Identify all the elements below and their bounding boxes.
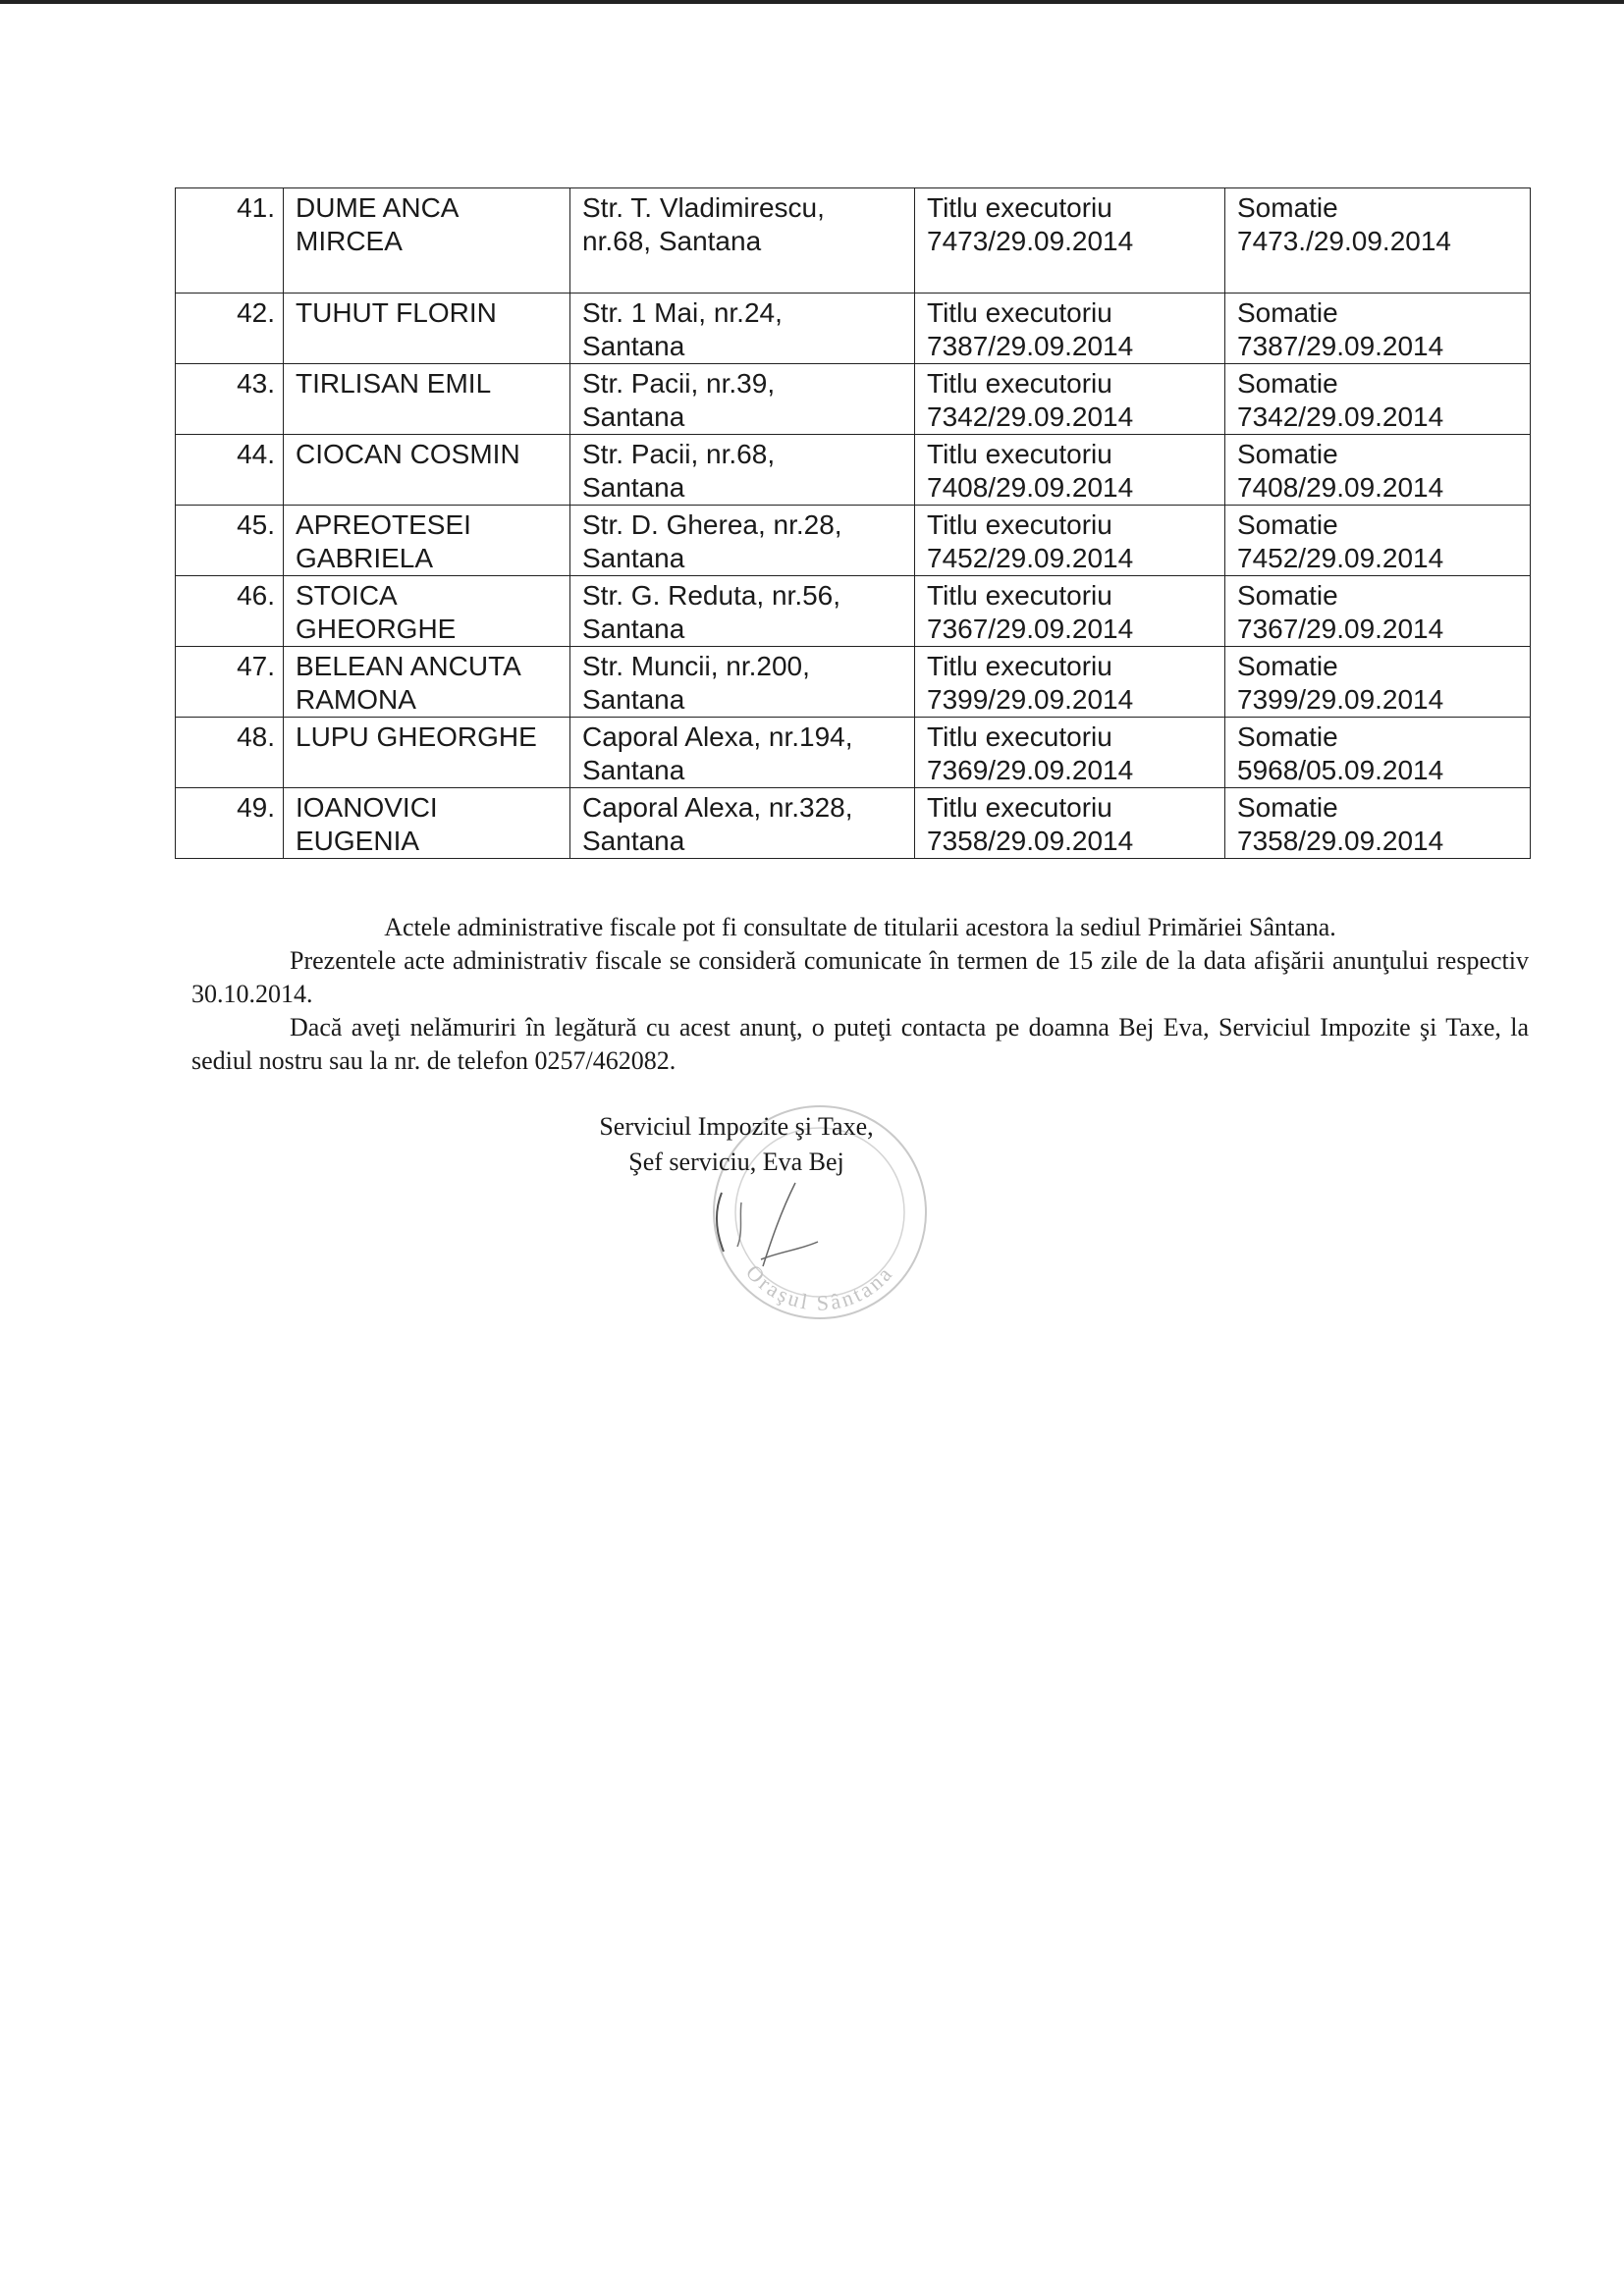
row-number: 44. — [176, 435, 284, 506]
debtor-name: APREOTESEI GABRIELA — [284, 506, 570, 576]
debtor-address: Str. Muncii, nr.200, Santana — [570, 647, 915, 718]
debtor-name: IOANOVICI EUGENIA — [284, 788, 570, 859]
row-number: 49. — [176, 788, 284, 859]
row-number: 41. — [176, 188, 284, 294]
debtors-table — [175, 187, 1531, 859]
enforcement-title: Titlu executoriu 7408/29.09.2014 — [915, 435, 1225, 506]
summons: Somatie 7358/29.09.2014 — [1225, 788, 1531, 859]
signature-block — [569, 1109, 903, 1180]
notice-paragraph-contact: Dacă aveţi nelămuriri în legătură cu acest anunţ, o puteţi contacta pe doamna Bej Eva, Serviciul Impozite şi Taxe, la sediul nostru sau la nr. de telefon 0257/462082. — [191, 1013, 1529, 1075]
debtor-address: Caporal Alexa, nr.194, Santana — [570, 718, 915, 788]
enforcement-title: Titlu executoriu 7452/29.09.2014 — [915, 506, 1225, 576]
debtor-name: TIRLISAN EMIL — [284, 364, 570, 435]
debtor-name: DUME ANCA MIRCEA — [284, 188, 570, 294]
row-number: 45. — [176, 506, 284, 576]
table-row — [176, 364, 1531, 435]
debtor-address: Str. Pacii, nr.39, Santana — [570, 364, 915, 435]
summons: Somatie 7408/29.09.2014 — [1225, 435, 1531, 506]
table-row — [176, 506, 1531, 576]
summons: Somatie 7452/29.09.2014 — [1225, 506, 1531, 576]
debtor-address: Str. G. Reduta, nr.56, Santana — [570, 576, 915, 647]
summons: Somatie 7473./29.09.2014 — [1225, 188, 1531, 294]
handwritten-signature-icon — [702, 1173, 849, 1291]
row-number: 43. — [176, 364, 284, 435]
svg-text:Oraşul Sântana: Oraşul Sântana — [741, 1259, 898, 1315]
debtor-name: LUPU GHEORGHE — [284, 718, 570, 788]
enforcement-title: Titlu executoriu 7369/29.09.2014 — [915, 718, 1225, 788]
debtor-address: Str. 1 Mai, nr.24, Santana — [570, 294, 915, 364]
notice-text — [191, 911, 1529, 1078]
row-number: 47. — [176, 647, 284, 718]
table-row — [176, 435, 1531, 506]
notice-paragraph-consult: Actele administrative fiscale pot fi consultate de titularii acestora la sediul Primăriei Sântana. — [384, 913, 1336, 941]
table-row — [176, 294, 1531, 364]
table-row — [176, 576, 1531, 647]
debtor-address: Caporal Alexa, nr.328, Santana — [570, 788, 915, 859]
row-number: 48. — [176, 718, 284, 788]
summons: Somatie 5968/05.09.2014 — [1225, 718, 1531, 788]
enforcement-title: Titlu executoriu 7387/29.09.2014 — [915, 294, 1225, 364]
enforcement-title: Titlu executoriu 7358/29.09.2014 — [915, 788, 1225, 859]
row-number: 42. — [176, 294, 284, 364]
summons: Somatie 7399/29.09.2014 — [1225, 647, 1531, 718]
enforcement-title: Titlu executoriu 7342/29.09.2014 — [915, 364, 1225, 435]
debtor-name: TUHUT FLORIN — [284, 294, 570, 364]
enforcement-title: Titlu executoriu 7473/29.09.2014 — [915, 188, 1225, 294]
debtor-name: STOICA GHEORGHE — [284, 576, 570, 647]
signature-department: Serviciul Impozite şi Taxe, — [599, 1112, 874, 1141]
row-number: 46. — [176, 576, 284, 647]
debtor-name: CIOCAN COSMIN — [284, 435, 570, 506]
enforcement-title: Titlu executoriu 7367/29.09.2014 — [915, 576, 1225, 647]
signature-head: Şef serviciu, Eva Bej — [628, 1148, 844, 1176]
table-row — [176, 718, 1531, 788]
debtor-address: Str. T. Vladimirescu, nr.68, Santana — [570, 188, 915, 294]
summons: Somatie 7387/29.09.2014 — [1225, 294, 1531, 364]
summons: Somatie 7367/29.09.2014 — [1225, 576, 1531, 647]
table-row — [176, 788, 1531, 859]
debtor-address: Str. D. Gherea, nr.28, Santana — [570, 506, 915, 576]
summons: Somatie 7342/29.09.2014 — [1225, 364, 1531, 435]
table-row — [176, 647, 1531, 718]
debtor-address: Str. Pacii, nr.68, Santana — [570, 435, 915, 506]
debtor-name: BELEAN ANCUTA RAMONA — [284, 647, 570, 718]
top-border-line — [0, 0, 1624, 4]
table-row — [176, 188, 1531, 294]
enforcement-title: Titlu executoriu 7399/29.09.2014 — [915, 647, 1225, 718]
notice-paragraph-communication: Prezentele acte administrativ fiscale se consideră comunicate în termen de 15 zile de la data afişării anunţului respectiv 30.10.2014. — [191, 946, 1529, 1008]
